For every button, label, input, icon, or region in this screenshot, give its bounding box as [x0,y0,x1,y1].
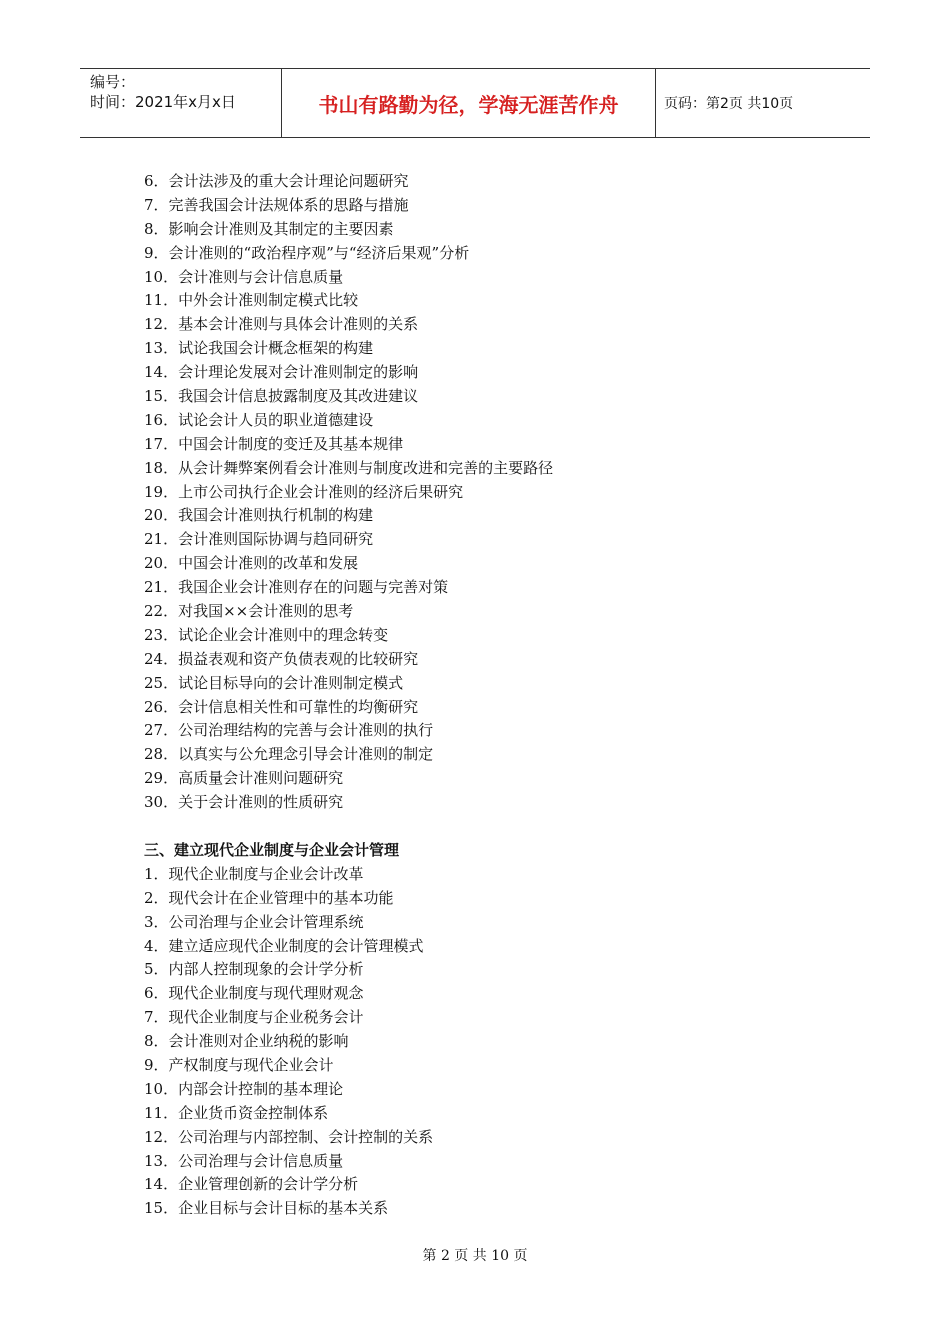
list-item-text: 会计准则对企业纳税的影响 [168,1032,349,1051]
list-item-number: 4． [144,936,169,955]
list-item-text: 基本会计准则与具体会计准则的关系 [178,315,419,334]
list-item-number: 29． [144,769,179,788]
list-item [144,576,844,600]
list-item-number: 26． [144,697,179,716]
list-item-number: 20． [144,506,179,525]
list-item-text: 内部人控制现象的会计学分析 [168,960,364,979]
list-item [144,242,844,266]
list-item [144,696,844,720]
list-item [144,337,844,361]
list-item-text: 会计法涉及的重大会计理论问题研究 [168,172,409,190]
list-item [144,313,844,337]
page-header [80,68,870,138]
list-item [144,743,844,767]
section-title: 三、建立现代企业制度与企业会计管理 [144,840,400,859]
list-item [144,194,844,218]
list-item [144,481,844,505]
list-item-text: 会计准则的“政治程序观”与“经济后果观”分析 [168,243,470,262]
list-item-number: 14． [144,1175,179,1194]
list-item-text: 关于会计准则的性质研究 [178,793,344,812]
list-item [144,457,844,481]
list-item-number: 1． [144,864,169,883]
list-item-text: 影响会计准则及其制定的主要因素 [168,219,394,238]
list-item-text: 公司治理与内部控制、会计控制的关系 [178,1127,434,1146]
list-item [144,170,844,194]
list-item-text: 试论会计人员的职业道德建设 [178,410,374,429]
list-item-number: 11． [144,1103,179,1122]
list-item-text: 现代会计在企业管理中的基本功能 [168,888,394,907]
list-item [144,767,844,791]
section-gap [144,815,844,839]
list-item-number: 30． [144,793,179,812]
header-motto: 书山有路勤为径，学海无涯苦作舟 [282,69,656,137]
list-item [144,552,844,576]
list-item [144,1150,844,1174]
list-item [144,672,844,696]
list-item-text: 会计准则国际协调与趋同研究 [178,530,374,549]
list-item-number: 12． [144,1127,179,1146]
list-item [144,218,844,242]
list-item-text: 我国企业会计准则存在的问题与完善对策 [178,578,449,597]
list-item [144,1006,844,1030]
list-item [144,1197,844,1221]
list-item-text: 完善我国会计法规体系的思路与措施 [168,195,409,214]
list-item-text: 试论我国会计概念框架的构建 [178,339,374,358]
list-item-text: 公司治理与会计信息质量 [178,1151,344,1170]
list-item-text: 损益表观和资产负债表观的比较研究 [178,649,419,668]
list-item [144,863,844,887]
list-item-number: 28． [144,745,179,764]
list-item [144,791,844,815]
list-item-text: 以真实与公允理念引导会计准则的制定 [178,745,434,764]
topic-list-3 [144,863,844,1221]
list-item [144,600,844,624]
list-item [144,648,844,672]
list-item-text: 建立适应现代企业制度的会计管理模式 [168,936,424,955]
list-item [144,1173,844,1197]
list-item-number: 21． [144,530,179,549]
list-item [144,958,844,982]
list-item [144,887,844,911]
list-item [144,935,844,959]
list-item [144,1126,844,1150]
header-number: 编号： [90,73,136,91]
list-item [144,289,844,313]
topic-list-2 [144,170,844,815]
list-item-number: 10． [144,1079,179,1098]
list-item-number: 21． [144,578,179,597]
list-item [144,1030,844,1054]
list-item-number: 15． [144,1199,179,1218]
list-item [144,409,844,433]
list-item-number: 14． [144,363,179,382]
list-item-number: 11． [144,291,179,310]
list-item-number: 7． [144,195,169,214]
list-item-text: 内部会计控制的基本理论 [178,1079,344,1098]
list-item-number: 8． [144,1032,169,1051]
list-item [144,624,844,648]
list-item-number: 5． [144,960,169,979]
list-item-number: 6． [144,172,169,190]
header-meta [80,69,282,137]
list-item [144,266,844,290]
list-item-number: 8． [144,219,169,238]
list-item-text: 企业目标与会计目标的基本关系 [178,1199,389,1218]
list-item-number: 15． [144,387,179,406]
list-item [144,433,844,457]
list-item-text: 现代企业制度与企业税务会计 [168,1008,364,1027]
list-item [144,1054,844,1078]
list-item-text: 会计准则与会计信息质量 [178,267,344,286]
list-item-number: 20． [144,554,179,573]
list-item-text: 会计信息相关性和可靠性的均衡研究 [178,697,419,716]
list-item-text: 公司治理与企业会计管理系统 [168,912,364,931]
list-item-number: 22． [144,602,179,621]
list-item [144,982,844,1006]
list-item-number: 25． [144,673,179,692]
page-footer: 第 2 页 共 10 页 [422,1248,528,1264]
list-item [144,361,844,385]
list-item-text: 上市公司执行企业会计准则的经济后果研究 [178,482,464,501]
list-item-number: 24． [144,649,179,668]
list-item-text: 现代企业制度与企业会计改革 [168,864,364,883]
list-item [144,1078,844,1102]
list-item-text: 企业管理创新的会计学分析 [178,1175,359,1194]
list-item-text: 试论企业会计准则中的理念转变 [178,625,389,644]
list-item-number: 13． [144,1151,179,1170]
list-item-number: 13． [144,339,179,358]
list-item-text: 现代企业制度与现代理财观念 [168,984,364,1003]
list-item-text: 中外会计准则制定模式比较 [178,291,359,310]
list-item-text: 高质量会计准则问题研究 [178,769,344,788]
list-item-number: 2． [144,888,169,907]
list-item [144,911,844,935]
list-item-number: 10． [144,267,179,286]
list-item-number: 16． [144,410,179,429]
list-item [144,528,844,552]
header-time: 时间：2021年x月x日 [90,93,236,111]
list-item-text: 中国会计制度的变迁及其基本规律 [178,434,404,453]
list-item-number: 7． [144,1008,169,1027]
list-item-number: 3． [144,912,169,931]
list-item [144,1102,844,1126]
list-item-text: 我国会计信息披露制度及其改进建议 [178,387,419,406]
list-item-text: 会计理论发展对会计准则制定的影响 [178,363,419,382]
list-item-text: 试论目标导向的会计准则制定模式 [178,673,404,692]
list-item-number: 23． [144,625,179,644]
list-item [144,385,844,409]
list-item-number: 12． [144,315,179,334]
list-item-text: 公司治理结构的完善与会计准则的执行 [178,721,434,740]
list-item-text: 企业货币资金控制体系 [178,1103,329,1122]
list-item [144,719,844,743]
list-item-text: 中国会计准则的改革和发展 [178,554,359,573]
list-item-text: 从会计舞弊案例看会计准则与制度改进和完善的主要路径 [178,458,554,477]
list-item-number: 9． [144,1055,169,1074]
list-item-text: 对我国××会计准则的思考 [178,602,354,621]
header-page-info: 页码：第2页 共10页 [664,96,794,112]
list-item-number: 27． [144,721,179,740]
list-item-text: 产权制度与现代企业会计 [168,1055,334,1074]
document-body [144,170,844,1221]
list-item-number: 17． [144,434,179,453]
list-item-text: 我国会计准则执行机制的构建 [178,506,374,525]
list-item [144,504,844,528]
list-item-number: 6． [144,984,169,1003]
list-item-number: 18． [144,458,179,477]
list-item-number: 19． [144,482,179,501]
list-item-number: 9． [144,243,169,262]
